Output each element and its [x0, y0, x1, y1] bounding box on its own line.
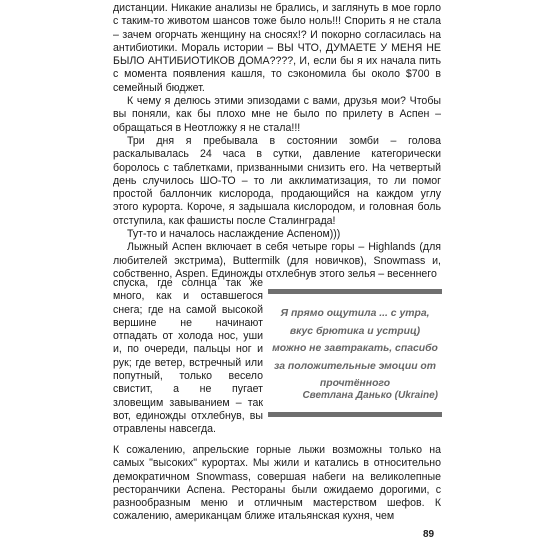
paragraph-5: Лыжный Аспен включает в себя четыре горы – Highlands (для любителей экстрима), Buttermilk (для новичков), Snowmass и, собственно, Aspen. Единожды отхлебнув этого зелья – весеннего [113, 241, 441, 280]
quote-bottom-rule [268, 412, 442, 417]
body-text-top [113, 2, 441, 281]
paragraph-5-continued: спуска, где солнца так же много, как и оставшегося снега; где на самой высокой вершине не начинают отпадать от холода нос, уши и, по очереди, пальцы ног и рук; где ветер, встречный или попутный, только весело свистит, а не пугает зловещим завыванием – так вот, единожды отхлебнув, вы отравлены навсегда. [113, 277, 263, 436]
reader-quote-box [268, 289, 442, 417]
paragraph-6: К сожалению, апрельские горные лыжи возможны только на самых "высоких" курортах. Мы жили и катались в относительно демократичном Snowmass, совершая набеги на великолепные ресторанчики Аспена. Рестораны были ожидаемо дорогими, с разнообразным меню и отличным мастерством шефов. К сожалению, американцам ближе итальянская кухня, чем [113, 444, 441, 523]
quote-top-rule [268, 289, 442, 294]
paragraph-1: дистанции. Никакие анализы не брались, и заглянуть в мое горло с таким-то животом шансов тоже было ноль!!! Спорить я не стала – зачем огорчать женщину на сносях!? И покорно согласилась на антибиотики. Мораль истории – ВЫ ЧТО, ДУМАЕТЕ У МЕНЯ НЕ БЫЛО АНТИБИОТИКОВ ДОМА????, И, если бы я их начала пить с момента появления кашля, то сэкономила бы около $700 в семейный бюджет. [113, 2, 441, 94]
paragraph-4: Тут-то и началось наслаждение Аспеном))) [127, 228, 341, 241]
quote-text: Я прямо ощутила ... с утра, вкус брютика и устриц) можно не завтракать, спасибо за положительные эмоции от прочтённого [272, 308, 438, 389]
body-text-wrapped-column [113, 277, 263, 437]
paragraph-2: К чему я делюсь этими эпизодами с вами, друзья мои? Чтобы вы поняли, как бы плохо мне не было по прилету в Аспен – обращаться в Неотложку я не стала!!! [113, 95, 441, 134]
paragraph-3: Три дня я пребывала в состоянии зомби – голова раскалывалась 24 часа в сутки, давление категорически боролось с таблетками, призванными снизить его. На четвертый день случилось ШО-ТО – то ли акклиматизация, то ли помог простой баллончик кислорода, продающийся на каждом углу этого курорта. Короче, я задышала кислородом, и головная боль отступила, как фашисты после Сталинграда! [113, 134, 441, 227]
page-number: 89 [423, 529, 435, 540]
body-text-bottom [113, 444, 441, 524]
quote-author: Светлана Данько (Ukraine) [302, 390, 438, 401]
